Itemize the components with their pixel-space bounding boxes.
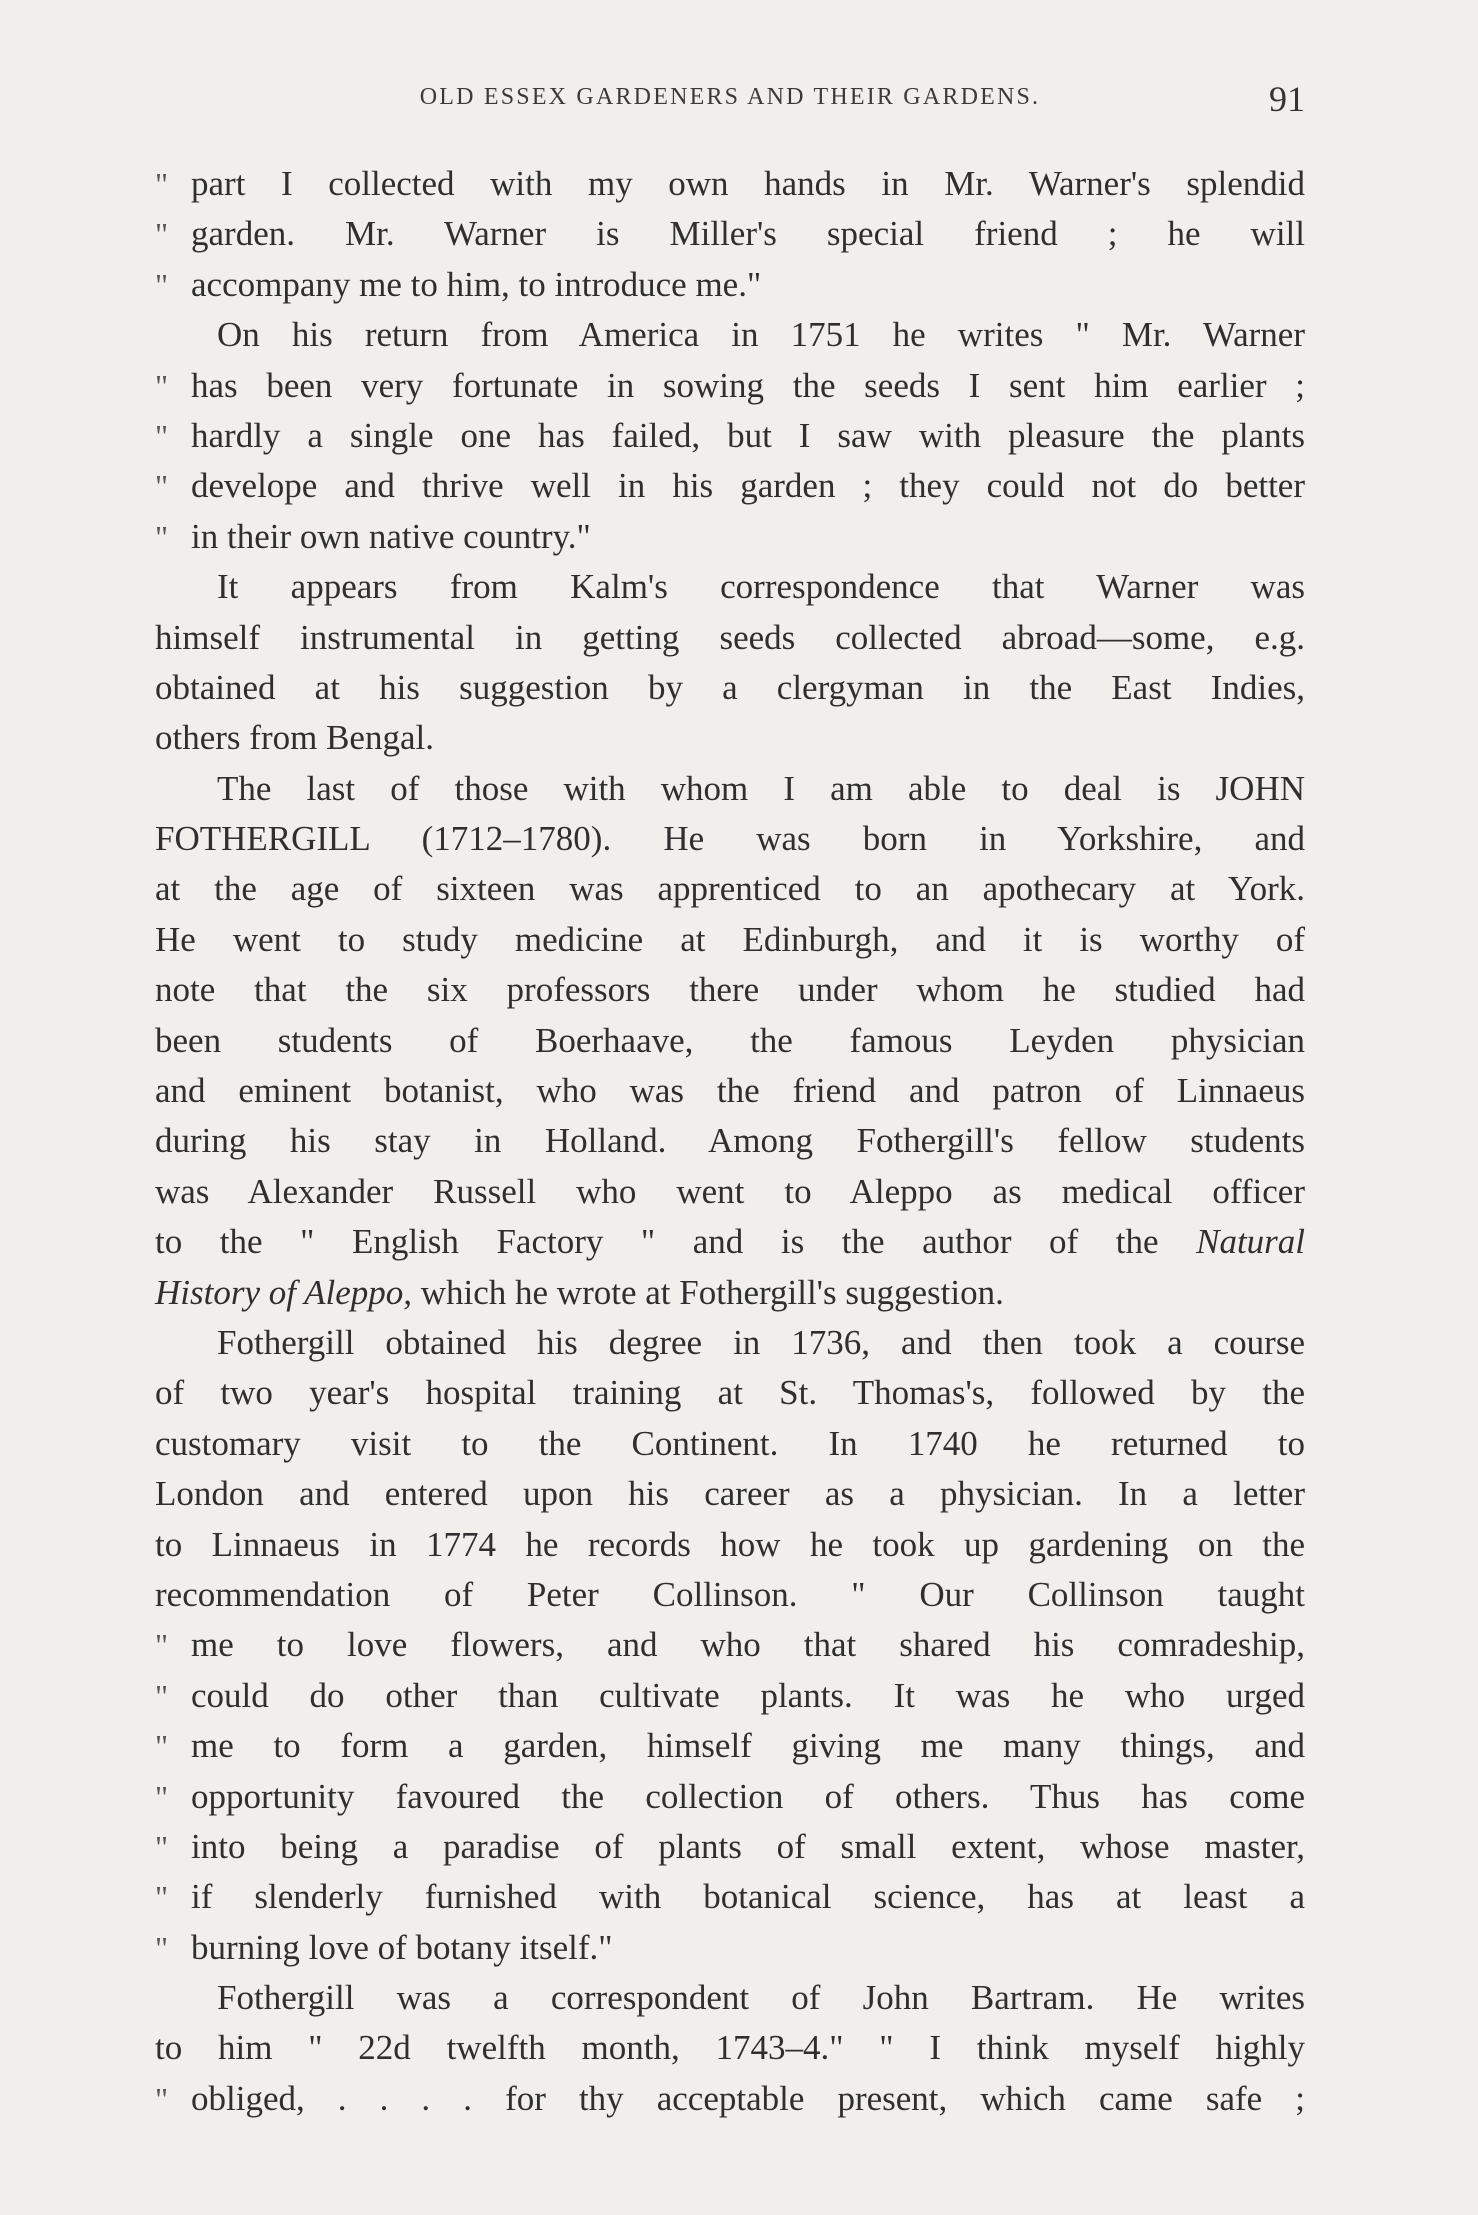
quote-mark: " <box>155 2080 169 2117</box>
quote-mark: " <box>155 518 169 555</box>
body-text <box>155 159 1305 2124</box>
text-line: " in their own native country." <box>155 512 1305 562</box>
text-line: " part I collected with my own hands in Mr. Warner's splendid <box>155 159 1305 209</box>
text-line: to Linnaeus in 1774 he records how he took up gardening on the <box>155 1524 1305 1564</box>
text-line: at the age of sixteen was apprenticed to an apothecary at York. <box>155 869 1305 909</box>
text-line: " me to love flowers, and who that shared his comradeship, <box>155 1620 1305 1670</box>
text-line: " develope and thrive well in his garden ; they could not do better <box>155 461 1305 511</box>
text-line: The last of those with whom I am able to deal is JOHN <box>217 768 1305 808</box>
text-line: It appears from Kalm's correspondence that Warner was <box>217 567 1305 607</box>
text-line: FOTHERGILL (1712–1780). He was born in Yorkshire, and <box>155 819 1305 859</box>
quote-mark: " <box>155 166 169 202</box>
quote-mark: " <box>155 1828 169 1865</box>
book-page <box>155 78 1305 2178</box>
quote-mark: " <box>155 417 169 454</box>
text-line: " has been very fortunate in sowing the seeds I sent him earlier ; <box>155 361 1305 411</box>
quote-mark: " <box>155 367 169 404</box>
text-line: " hardly a single one has failed, but I saw with pleasure the plants <box>155 411 1305 461</box>
text-line: " accompany me to him, to introduce me." <box>155 260 1305 310</box>
text-line: London and entered upon his career as a physician. In a letter <box>155 1474 1305 1514</box>
text-line: recommendation of Peter Collinson. " Our Collinson taught <box>155 1574 1305 1614</box>
text-line: " if slenderly furnished with botanical science, has at least a <box>155 1872 1305 1922</box>
text-line: to the " English Factory " and is the author of the Natural <box>155 1222 1306 1262</box>
text-line: " could do other than cultivate plants. It was he who urged <box>155 1671 1305 1721</box>
page-header <box>155 78 1305 128</box>
quote-mark: " <box>155 1929 169 1966</box>
quote-mark: " <box>155 1879 169 1916</box>
text-line: " garden. Mr. Warner is Miller's special friend ; he will <box>155 209 1305 259</box>
text-line: " me to form a garden, himself giving me many things, and <box>155 1721 1305 1771</box>
text-line: obtained at his suggestion by a clergyman in the East Indies, <box>155 667 1305 707</box>
text-line: On his return from America in 1751 he writes " Mr. Warner <box>217 315 1305 355</box>
text-line: been students of Boerhaave, the famous Leyden physician <box>155 1020 1305 1060</box>
text-line: Fothergill was a correspondent of John Bartram. He writes <box>217 1978 1305 2018</box>
text-line: note that the six professors there under whom he studied had <box>155 970 1305 1010</box>
text-line: himself instrumental in getting seeds collected abroad—some, e.g. <box>155 617 1305 657</box>
page-number: 91 <box>1269 79 1305 119</box>
text-line: of two year's hospital training at St. Thomas's, followed by the <box>155 1373 1305 1413</box>
quote-mark: " <box>155 1677 169 1714</box>
text-line: Fothergill obtained his degree in 1736, and then took a course <box>217 1322 1305 1362</box>
running-title: OLD ESSEX GARDENERS AND THEIR GARDENS. <box>419 84 1041 110</box>
italic-title: Natural <box>1196 1222 1306 1262</box>
text-line: customary visit to the Continent. In 1740 he returned to <box>155 1423 1305 1463</box>
text-line: He went to study medicine at Edinburgh, and it is worthy of <box>155 919 1305 959</box>
quote-mark: " <box>155 468 169 505</box>
quote-mark: " <box>155 1778 169 1815</box>
text-line: was Alexander Russell who went to Aleppo as medical officer <box>155 1171 1305 1211</box>
quote-mark: " <box>155 266 169 303</box>
text-line: during his stay in Holland. Among Fothergill's fellow students <box>155 1121 1305 1161</box>
quote-mark: " <box>155 216 169 253</box>
text-line: " into being a paradise of plants of small extent, whose master, <box>155 1822 1305 1872</box>
text-line: " burning love of botany itself." <box>155 1923 1305 1973</box>
quote-mark: " <box>155 1728 169 1765</box>
text-line: History of Aleppo, which he wrote at Fothergill's suggestion. <box>155 1272 1004 1312</box>
text-line: and eminent botanist, who was the friend and patron of Linnaeus <box>155 1071 1305 1111</box>
text-line: others from Bengal. <box>155 718 434 758</box>
italic-title: History of Aleppo, <box>155 1272 412 1312</box>
text-line: to him " 22d twelfth month, 1743–4." " I think myself highly <box>155 2028 1305 2068</box>
text-line: " obliged, . . . . for thy acceptable present, which came safe ; <box>155 2074 1305 2124</box>
text-line: " opportunity favoured the collection of others. Thus has come <box>155 1772 1305 1822</box>
quote-mark: " <box>155 1627 169 1664</box>
